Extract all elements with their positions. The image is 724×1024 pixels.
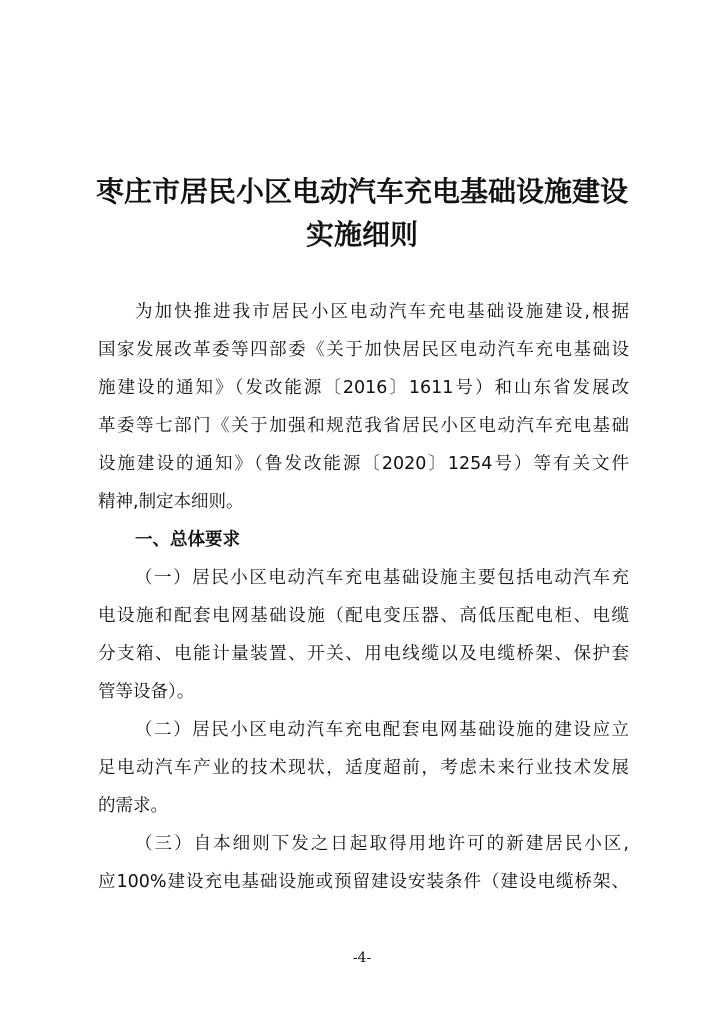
item-3-line-2: 应100%建设充电基础设施或预留建设安装条件（建设电缆桥架、 — [98, 872, 629, 892]
item-1-line-3: 分支箱、电能计量装置、开关、用电线缆以及电缆桥架、保护套 — [98, 644, 629, 664]
intro-line-3: 施建设的通知》（发改能源〔2016〕1611号）和山东省发展改 — [98, 378, 629, 398]
item-2-line-3: 的需求。 — [98, 796, 168, 816]
intro-line-1: 为加快推进我市居民小区电动汽车充电基础设施建设,根据 — [135, 302, 629, 322]
item-1-line-2: 电设施和配套电网基础设施（配电变压器、高低压配电柜、电缆 — [98, 606, 629, 626]
intro-line-5: 设施建设的通知》（鲁发改能源〔2020〕1254号）等有关文件 — [98, 454, 629, 474]
document-title-line-2: 实施细则 — [305, 218, 418, 251]
document-title-line-1: 枣庄市居民小区电动汽车充电基础设施建设 — [95, 175, 628, 208]
item-2-line-2: 足电动汽车产业的技术现状，适度超前，考虑未来行业技术发展 — [98, 758, 629, 778]
item-1-line-4: 管等设备）。 — [98, 682, 195, 702]
intro-line-4: 革委等七部门《关于加强和规范我省居民小区电动汽车充电基础 — [98, 416, 629, 436]
page-number: -4- — [352, 950, 372, 966]
item-2-line-1: （二）居民小区电动汽车充电配套电网基础设施的建设应立 — [135, 720, 629, 740]
intro-line-2: 国家发展改革委等四部委《关于加快居民区电动汽车充电基础设 — [98, 340, 629, 360]
item-1-line-1: （一）居民小区电动汽车充电基础设施主要包括电动汽车充 — [135, 568, 629, 588]
intro-line-6: 精神,制定本细则。 — [98, 492, 244, 512]
section-heading: 一、总体要求 — [135, 530, 240, 550]
item-3-line-1: （三）自本细则下发之日起取得用地许可的新建居民小区, — [135, 834, 629, 854]
